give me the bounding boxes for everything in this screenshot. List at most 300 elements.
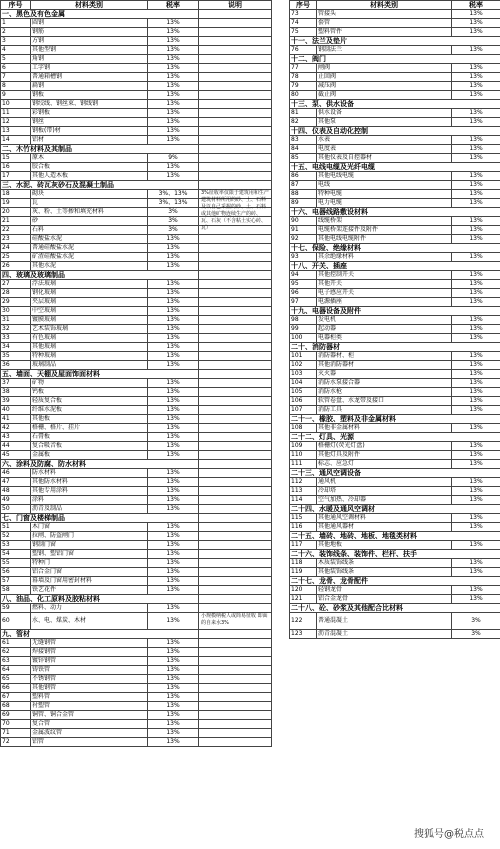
row-number: 122 [290,613,317,630]
material-name: 方钢 [31,37,148,46]
row-number: 67 [1,693,31,702]
row-number: 119 [290,568,317,577]
material-name: 瓦 [31,199,148,208]
section-title: 十六、电器线路敷设材料 [290,208,500,217]
material-name: 塑料管 [31,693,148,702]
table-row [290,217,500,226]
tax-rate: 3%、13% [148,190,199,199]
section-row [290,208,500,217]
material-name: 钢筋 [31,28,148,37]
section-row [290,604,500,613]
table-row [290,316,500,325]
row-number: 85 [290,154,317,163]
material-name: 电缆桥架连接件及附件 [317,226,452,235]
note-water-electric: 小规模纳税人或简易征收 即面的自来水3% [201,613,268,626]
tax-rate: 13% [148,172,199,181]
section-row [290,433,500,442]
row-number: 63 [1,657,31,666]
tax-rate: 13% [148,244,199,253]
note-cell [199,406,272,415]
material-name: 其他电线电缆 [317,172,452,181]
material-name: 钙板 [31,388,148,397]
material-name: 灭火器 [317,370,452,379]
material-name: 工字钢 [31,64,148,73]
material-name: 钢制法兰 [317,46,452,55]
row-number: 89 [290,199,317,208]
tax-rate: 13% [148,541,199,550]
row-number: 61 [1,639,31,648]
row-number: 93 [290,253,317,262]
table-row [1,469,272,478]
note-cell [199,388,272,397]
tax-rate: 13% [452,397,500,406]
note-cell [199,684,272,693]
note-cell [199,514,272,523]
note-cell [199,262,272,271]
note-cell [199,595,272,604]
section-title: 四、玻璃及玻璃制品 [1,271,199,280]
material-name: 标志、应急灯 [317,460,452,469]
note-cell [199,145,272,154]
note-cell [199,280,272,289]
section-row [290,307,500,316]
section-row [1,595,272,604]
table-row [1,639,272,648]
note-cell [199,64,272,73]
row-number: 6 [1,64,31,73]
section-row [1,370,272,379]
row-number: 26 [1,262,31,271]
note-cell [199,343,272,352]
tax-rate: 13% [148,388,199,397]
tax-rate: 13% [452,154,500,163]
material-name: 其他控制开关 [317,271,452,280]
table-row [1,568,272,577]
tax-rate: 13% [452,181,500,190]
row-number: 54 [1,550,31,559]
section-row [290,163,500,172]
tax-rate: 13% [452,424,500,433]
table-row [1,118,272,127]
table-row [290,523,500,532]
row-number: 18 [1,190,31,199]
tax-rate: 13% [452,388,500,397]
tax-rate: 13% [148,442,199,451]
tax-rate: 13% [452,370,500,379]
material-name: 消防水枪 [317,388,452,397]
note-cell [199,738,272,747]
tax-rate: 13% [148,109,199,118]
table-row [290,478,500,487]
row-number: 113 [290,487,317,496]
note-cell [199,28,272,37]
note-cell [199,46,272,55]
material-name: 软管卷盘、水龙带及接口 [317,397,452,406]
tax-rate: 13% [452,379,500,388]
material-name: 其他灯具及附件 [317,451,452,460]
header-note: 说明 [199,1,272,10]
note-cell [199,163,272,172]
tax-rate: 13% [148,487,199,496]
section-title: 二十七、龙骨、龙骨配件 [290,577,500,586]
table-row [1,19,272,28]
material-name: 电子感应开关 [317,289,452,298]
table-row [290,541,500,550]
tax-rate: 13% [148,280,199,289]
table-row [290,271,500,280]
row-number: 50 [1,505,31,514]
table-row [1,37,272,46]
row-number: 41 [1,415,31,424]
table-row [1,433,272,442]
material-name: 中空玻璃 [31,307,148,316]
material-name: 电源插座 [317,298,452,307]
table-row [1,109,272,118]
tax-rate: 13% [452,199,500,208]
tax-rate: 13% [452,406,500,415]
tax-rate: 3% [148,208,199,217]
material-name: 金属波纹管 [31,729,148,738]
material-name: 格栅灯(荧光灯盘) [317,442,452,451]
material-name: 其他玻璃 [31,343,148,352]
table-row [290,82,500,91]
table-row [290,352,500,361]
material-name: 胶合板 [31,163,148,172]
row-number: 31 [1,316,31,325]
tax-rate: 13% [148,720,199,729]
material-name: 彩钢板 [31,109,148,118]
material-name: 灰、粉、土等掺和填充材料 [31,208,148,217]
tax-rate: 13% [148,738,199,747]
section-row [1,145,272,154]
tax-rate: 13% [452,28,500,37]
table-row [290,172,500,181]
tax-rate: 13% [148,505,199,514]
tax-rate: 13% [452,253,500,262]
material-name: 电度表 [317,145,452,154]
material-name: 减压阀 [317,82,452,91]
row-number: 109 [290,442,317,451]
tax-rate: 13% [148,657,199,666]
material-name: 纤维水泥板 [31,406,148,415]
material-name: 其他装饰线条 [317,568,452,577]
row-number: 100 [290,334,317,343]
row-number: 78 [290,73,317,82]
table-row [1,496,272,505]
table-row [290,253,500,262]
row-number: 71 [1,729,31,738]
material-name: 特种电缆 [317,190,452,199]
row-number: 19 [1,199,31,208]
note-cell [199,325,272,334]
tax-rate: 3% [452,613,500,630]
table-row [1,505,272,514]
section-row [1,460,272,469]
row-number: 46 [1,469,31,478]
tax-rate: 13% [452,559,500,568]
tax-rate: 13% [452,595,500,604]
row-number: 58 [1,586,31,595]
tax-rate: 13% [148,469,199,478]
tax-rate: 13% [148,729,199,738]
row-number: 115 [290,514,317,523]
material-name: 铁艺花件 [31,586,148,595]
table-row [1,46,272,55]
tax-rate: 13% [148,397,199,406]
table-row [1,28,272,37]
tax-rate: 13% [148,496,199,505]
material-name: 铜管、铜合金管 [31,711,148,720]
section-title: 十四、仪表及自动化控制 [290,127,500,136]
material-name: 其他通风空调材料 [317,514,452,523]
tax-rate: 13% [148,648,199,657]
tax-rate: 13% [148,711,199,720]
tax-rate: 13% [148,118,199,127]
row-number: 123 [290,630,317,639]
table-row [1,729,272,738]
note-cell [199,100,272,109]
material-name: 石料 [31,226,148,235]
material-name: 特种玻璃 [31,352,148,361]
material-name: 其他仪表及自控器材 [317,154,452,163]
tax-rate: 3% [148,226,199,235]
table-row [290,514,500,523]
material-name: 其他地板 [317,541,452,550]
table-row [1,361,272,370]
tax-rate: 3% [148,217,199,226]
section-title: 九、管材 [1,630,199,639]
row-number: 13 [1,127,31,136]
row-number: 33 [1,334,31,343]
row-number: 95 [290,280,317,289]
table-row [1,154,272,163]
table-row [1,684,272,693]
note-cell [199,505,272,514]
table-row [1,289,272,298]
section-title: 三、水泥、砖瓦灰砂石及混凝土制品 [1,181,199,190]
row-number: 5 [1,55,31,64]
material-name: 镀膜玻璃 [31,316,148,325]
table-row [1,550,272,559]
material-name: 普通硅酸盐水泥 [31,244,148,253]
material-name: 消防器材、柜 [317,352,452,361]
header-rate: 税率 [148,1,199,10]
section-row [290,55,500,64]
note-cell [199,496,272,505]
section-title: 八、油品、化工原料及胶粘材料 [1,595,199,604]
section-title: 一、黑色及有色金属 [1,10,199,19]
table-row [290,10,500,19]
note-cell [199,127,272,136]
material-name: 钢化玻璃 [31,289,148,298]
row-number: 87 [290,181,317,190]
table-row [1,55,272,64]
section-row [290,550,500,559]
table-row [290,630,500,639]
row-number: 83 [290,136,317,145]
material-name: 铝合金龙骨 [317,595,452,604]
row-number: 3 [1,37,31,46]
material-name: 其他型钢 [31,46,148,55]
row-number: 111 [290,460,317,469]
material-name: 其他人造木板 [31,172,148,181]
section-title: 二十六、装饰线条、装饰件、栏杆、扶手 [290,550,500,559]
material-name: 原木 [31,154,148,163]
tax-rate: 13% [148,334,199,343]
section-row [290,415,500,424]
tax-rate-table-right [289,0,500,639]
table-row [290,370,500,379]
material-name: 其他电线电缆附件 [317,235,452,244]
note-cell [199,720,272,729]
section-title: 二十一、橡胶、塑料及非金属材料 [290,415,500,424]
row-number: 16 [1,163,31,172]
note-cell [199,334,272,343]
tax-rate: 13% [452,298,500,307]
row-number: 76 [290,46,317,55]
material-name: 幕墙及门窗用密封材料 [31,577,148,586]
row-number: 9 [1,91,31,100]
row-number: 59 [1,604,31,613]
header-material: 材料类别 [31,1,148,10]
note-cell [199,370,272,379]
row-number: 107 [290,406,317,415]
row-number: 112 [290,478,317,487]
note-cell [199,379,272,388]
material-name: 其他泵 [317,118,452,127]
tax-rate: 13% [148,55,199,64]
row-number: 45 [1,451,31,460]
material-name: 闸阀 [317,64,452,73]
table-row [1,397,272,406]
row-number: 37 [1,379,31,388]
tax-rate: 13% [452,136,500,145]
row-number: 96 [290,289,317,298]
tax-rate: 13% [452,73,500,82]
row-number: 21 [1,217,31,226]
row-number: 80 [290,91,317,100]
row-number: 92 [290,235,317,244]
material-name: 木门窗 [31,523,148,532]
tax-rate: 13% [452,361,500,370]
row-number: 10 [1,100,31,109]
tax-rate: 13% [452,10,500,19]
watermark: 搜狐号@税点点 [414,829,484,840]
tax-rate: 13% [452,172,500,181]
note-sand-stone: 3%征收率仅限于建筑用和生产建筑材料所用的砂、土、石料及以自己采掘的砂、土、石料或其他矿物连续生产的砖、瓦、石灰（不含粘土实心砖、瓦） [201,190,269,231]
tax-rate: 13% [452,514,500,523]
material-name: 通风机 [317,478,452,487]
note-cell [199,568,272,577]
tax-rate: 13% [452,190,500,199]
row-number: 44 [1,442,31,451]
note-cell [199,478,272,487]
note-cell [199,451,272,460]
section-row [290,343,500,352]
tax-rate: 3% [452,630,500,639]
material-name: 其他水泥 [31,262,148,271]
material-name: 钢板 [31,91,148,100]
section-row [290,262,500,271]
table-row [290,496,500,505]
material-name: 石膏板 [31,433,148,442]
row-number: 69 [1,711,31,720]
row-number: 114 [290,496,317,505]
row-number: 8 [1,82,31,91]
table-row [1,100,272,109]
table-row [1,64,272,73]
tax-rate: 13% [148,684,199,693]
note-cell [199,532,272,541]
table-row [1,307,272,316]
tax-rate: 13% [148,379,199,388]
header-rate: 税率 [452,1,500,10]
material-name: 消防水泵接合器 [317,379,452,388]
tax-rate: 13% [148,136,199,145]
material-name: 轻钢龙骨 [317,586,452,595]
tax-rate: 13% [148,559,199,568]
table-row [1,451,272,460]
table-row [1,541,272,550]
tax-rate: 13% [148,693,199,702]
material-name: 不锈钢管 [31,675,148,684]
tax-rate: 13% [148,82,199,91]
row-number: 88 [290,190,317,199]
material-name: 塑钢、塑铝门窗 [31,550,148,559]
row-number: 106 [290,397,317,406]
material-name: 拉闸、防盗闸门 [31,532,148,541]
note-cell [199,235,272,244]
table-row [290,361,500,370]
table-row [1,280,272,289]
material-name: 铝管 [31,738,148,747]
tax-rate: 13% [148,253,199,262]
note-cell [199,639,272,648]
row-number: 91 [290,226,317,235]
note-cell [199,271,272,280]
tax-rate: 13% [452,478,500,487]
table-row [290,298,500,307]
row-number: 75 [290,28,317,37]
note-cell [199,37,272,46]
table-row [1,73,272,82]
tax-rate: 13% [148,307,199,316]
tax-rate: 13% [148,19,199,28]
material-name: 其余绝缘材料 [317,253,452,262]
section-title: 二十三、通风空调设备 [290,469,500,478]
note-cell [199,154,272,163]
row-number: 51 [1,523,31,532]
tax-rate: 13% [148,577,199,586]
note-cell [199,550,272,559]
note-cell [199,19,272,28]
section-title: 五、墙面、天棚及屋面饰面材料 [1,370,199,379]
note-cell [199,316,272,325]
row-number: 39 [1,397,31,406]
section-title: 二十二、灯具、光源 [290,433,500,442]
tax-rate: 13% [148,262,199,271]
material-name: 套管 [317,19,452,28]
table-row [290,19,500,28]
row-number: 2 [1,28,31,37]
material-name: 复合管 [31,720,148,729]
material-name: 发电机 [317,316,452,325]
row-number: 94 [290,271,317,280]
note-cell [199,604,272,613]
section-row [290,577,500,586]
table-row [290,388,500,397]
note-cell [199,298,272,307]
